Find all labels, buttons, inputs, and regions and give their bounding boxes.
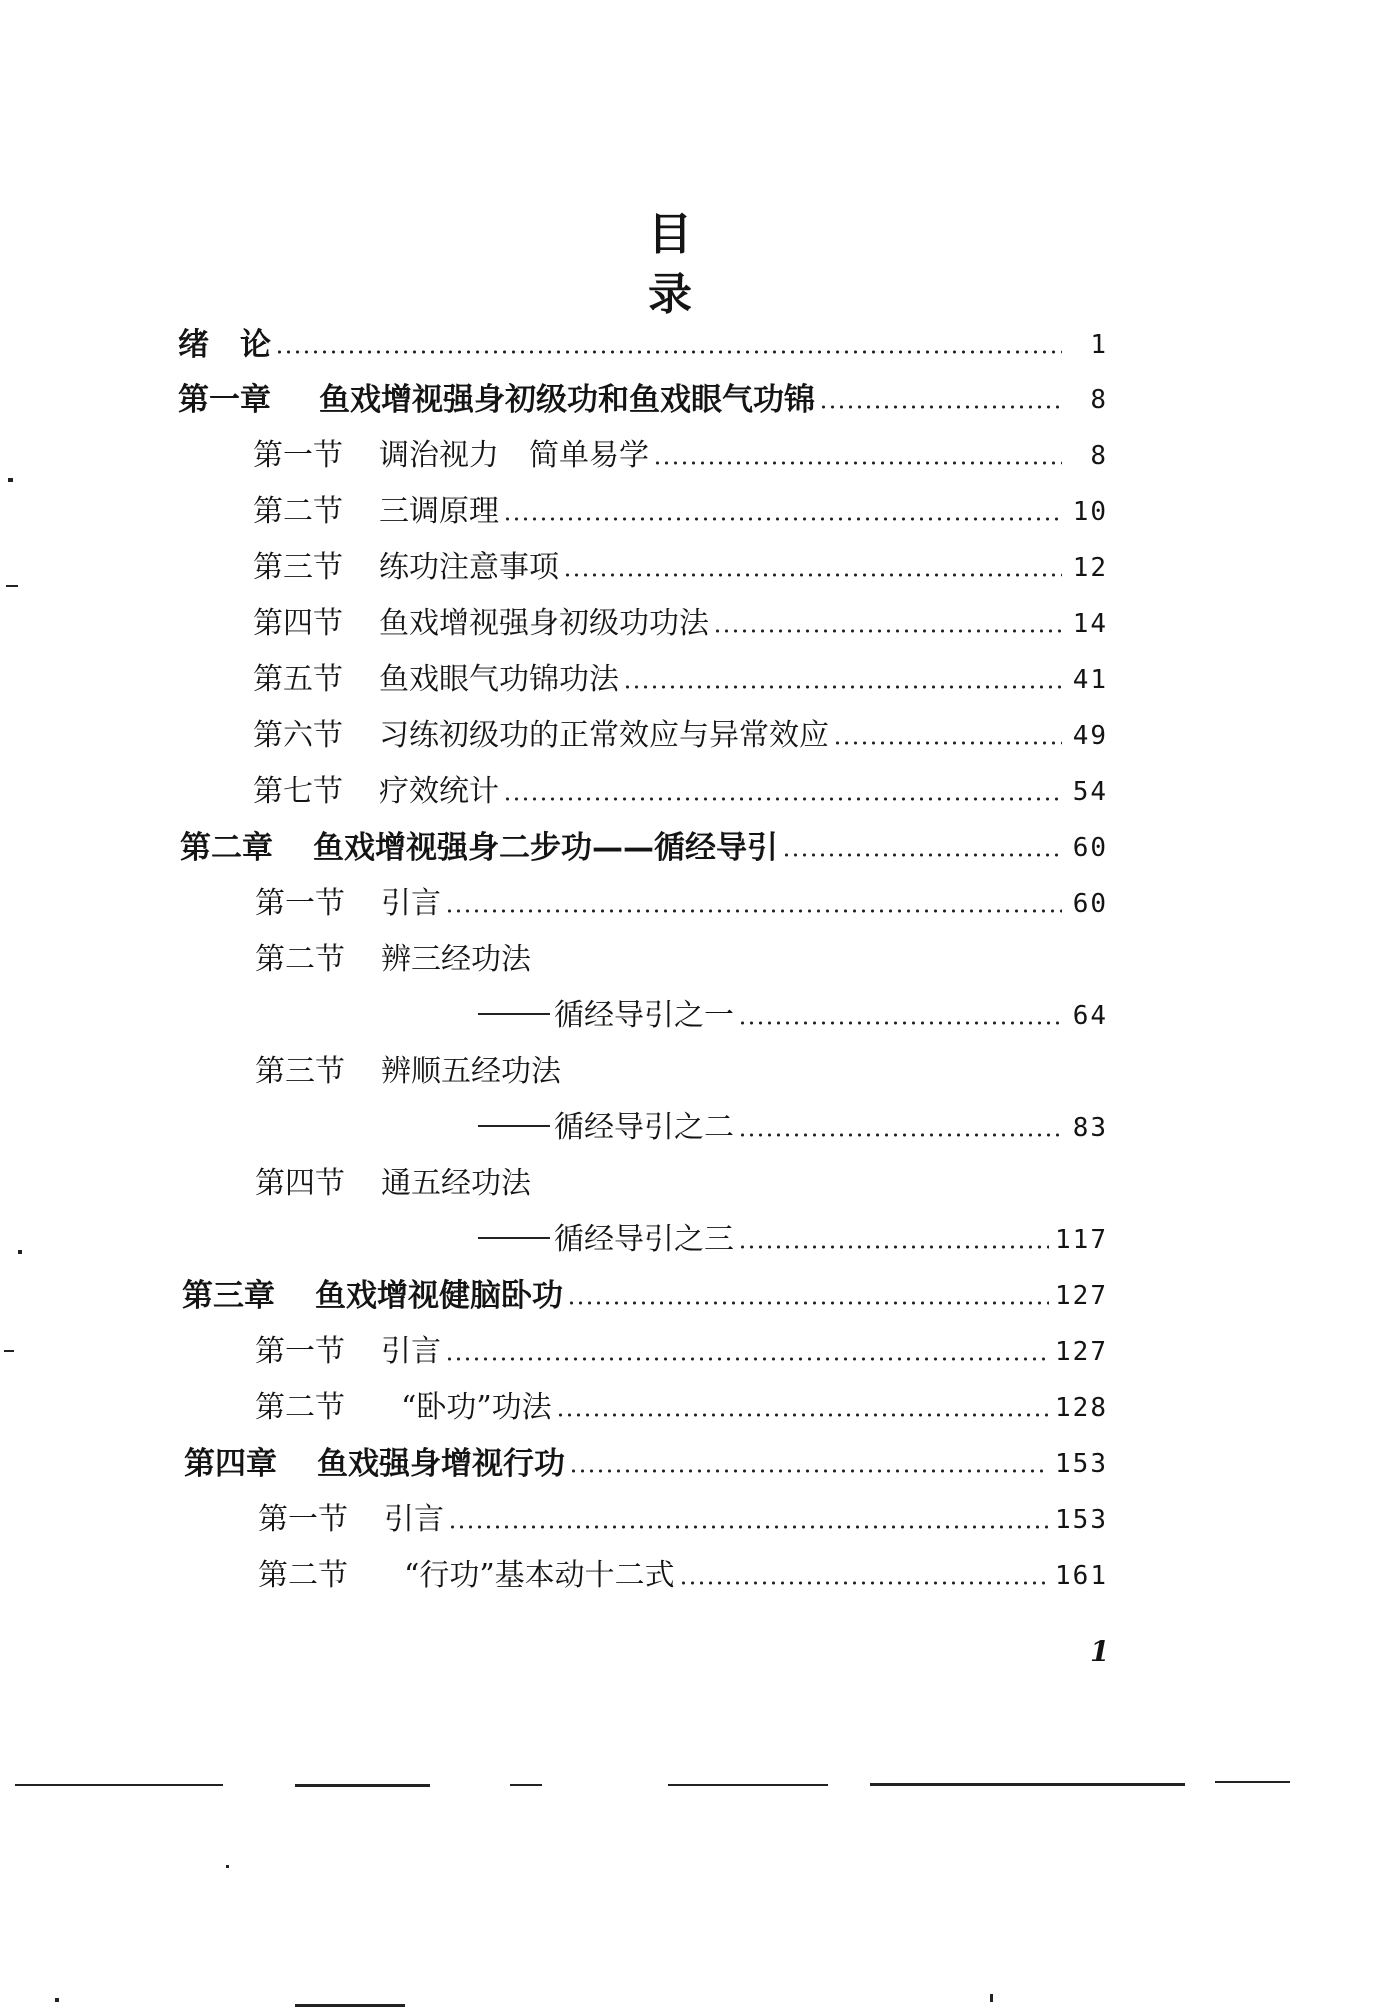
em-dash [478,1013,550,1015]
entry-title: 辨三经功法 [381,942,531,977]
entry-title: 鱼戏增视健脑卧功 [315,1278,563,1314]
entry-label: 第二节 [258,1558,348,1593]
entry-page-number: 60 [1072,833,1108,863]
page-title [560,205,816,320]
entry-title: 三调原理 [379,494,499,529]
dot-leader [569,1468,1049,1474]
scan-line [668,1784,828,1786]
toc-entry-chapter [178,380,1108,420]
scan-line [295,2004,405,2007]
entry-label: 第一节 [255,886,345,921]
scan-mark [18,1250,22,1254]
entry-page-number: 64 [1072,1001,1108,1031]
scan-line [295,1784,430,1787]
toc-entry-section [253,772,1108,812]
dot-leader [563,572,1062,578]
toc-entry-section [255,940,1108,980]
entry-page-number: 8 [1090,441,1108,471]
scan-mark [226,1865,229,1868]
entry-page-number: 153 [1055,1505,1108,1535]
dot-leader [275,349,1062,355]
scan-mark [990,1994,993,2002]
entry-label: 第一节 [258,1502,348,1537]
toc-entry-section [253,660,1108,700]
toc-entry-chapter [180,828,1108,868]
entry-page-number: 49 [1072,721,1108,751]
dot-leader [738,1244,1049,1250]
entry-page-number: 10 [1072,497,1108,527]
scan-line [15,1784,223,1786]
entry-title: 练功注意事项 [379,550,559,585]
entry-title: 鱼戏增视强身初级功和鱼戏眼气功锦 [319,382,815,418]
dot-leader [503,516,1062,522]
entry-label: 第二章 [180,830,273,866]
entry-label: 第五节 [253,662,343,697]
entry-page-number: 128 [1055,1393,1108,1423]
entry-page-number: 14 [1072,609,1108,639]
em-dash [478,1237,550,1239]
entry-title: 鱼戏眼气功锦功法 [379,662,619,697]
entry-page-number: 1 [1090,330,1108,360]
entry-page-number: 161 [1055,1561,1108,1591]
entry-page-number: 127 [1055,1337,1108,1367]
dot-leader [445,908,1062,914]
entry-label: 第四章 [184,1446,277,1482]
entry-title: 疗效统计 [379,774,499,809]
toc-entry-subtitle [478,1220,1108,1260]
entry-title: 习练初级功的正常效应与异常效应 [379,718,829,753]
scan-line [1215,1781,1290,1783]
entry-title: 通五经功法 [381,1166,531,1201]
entry-label: 第四节 [253,606,343,641]
entry-title: 鱼戏增视强身二步功——循经导引 [313,830,778,866]
toc-entry-section [253,548,1108,588]
entry-label: 第三节 [255,1054,345,1089]
entry-page-number: 127 [1055,1281,1108,1311]
dot-leader [503,796,1062,802]
entry-label: 第三章 [182,1278,275,1314]
entry-title: 引言 [381,886,441,921]
scan-line [870,1783,1185,1786]
entry-label: 第二节 [255,942,345,977]
dot-leader [819,404,1062,410]
entry-label: 绪 论 [178,327,271,363]
dot-leader [445,1356,1049,1362]
toc-entry-subtitle [478,1108,1108,1148]
toc-entry-section [255,1052,1108,1092]
dot-leader [623,684,1062,690]
toc-entry-section [253,716,1108,756]
toc-entry-section [253,436,1108,476]
toc-entry-section [258,1556,1108,1596]
em-dash [478,1125,550,1127]
toc-entry-introduction [178,325,1108,365]
entry-label: 第一章 [178,382,271,418]
entry-label: 第七节 [253,774,343,809]
entry-title: 循经导引之一 [554,998,734,1033]
entry-label: 第四节 [255,1166,345,1201]
scan-mark [6,585,18,587]
dot-leader [567,1300,1049,1306]
entry-page-number: 153 [1055,1449,1108,1479]
entry-title: 循经导引之二 [554,1110,734,1145]
entry-title: 辨顺五经功法 [381,1054,561,1089]
entry-label: 第二节 [255,1390,345,1425]
dot-leader [738,1020,1062,1026]
entry-page-number: 117 [1055,1225,1108,1255]
page-number: 1 [1090,1635,1110,1668]
dot-leader [556,1412,1049,1418]
dot-leader [653,460,1062,466]
entry-page-number: 12 [1072,553,1108,583]
entry-title: 循经导引之三 [554,1222,734,1257]
scan-line [510,1784,542,1786]
toc-entry-chapter [184,1444,1108,1484]
dot-leader [738,1132,1062,1138]
entry-page-number: 83 [1072,1113,1108,1143]
entry-page-number: 8 [1090,385,1108,415]
entry-label: 第六节 [253,718,343,753]
entry-title: 引言 [384,1502,444,1537]
entry-page-number: 60 [1072,889,1108,919]
entry-title: 鱼戏增视强身初级功功法 [379,606,709,641]
toc-entry-section [255,1164,1108,1204]
page-title-text: 目 录 [648,209,816,320]
entry-page-number: 41 [1072,665,1108,695]
entry-label: 第一节 [253,438,343,473]
entry-page-number: 54 [1072,777,1108,807]
entry-title: 引言 [381,1334,441,1369]
scan-mark [55,1998,59,2002]
toc-entry-chapter [182,1276,1108,1316]
dot-leader [713,628,1062,634]
entry-label: 第二节 [253,494,343,529]
entry-title: “行功”基本动十二式 [404,1558,675,1593]
dot-leader [782,852,1062,858]
toc-entry-section [253,492,1108,532]
scan-mark [8,478,13,482]
toc-entry-section [258,1500,1108,1540]
dot-leader [448,1524,1049,1530]
toc-entry-section [255,1332,1108,1372]
toc-entry-section [253,604,1108,644]
dot-leader [679,1580,1049,1586]
toc-entry-section [255,884,1108,924]
dot-leader [833,740,1062,746]
entry-label: 第三节 [253,550,343,585]
toc-entry-subtitle [478,996,1108,1036]
toc-entry-section [255,1388,1108,1428]
entry-title: 鱼戏强身增视行功 [317,1446,565,1482]
entry-title: “卧功”功法 [401,1390,552,1425]
entry-label: 第一节 [255,1334,345,1369]
entry-title: 调治视力 简单易学 [379,438,649,473]
scan-mark [4,1350,14,1352]
